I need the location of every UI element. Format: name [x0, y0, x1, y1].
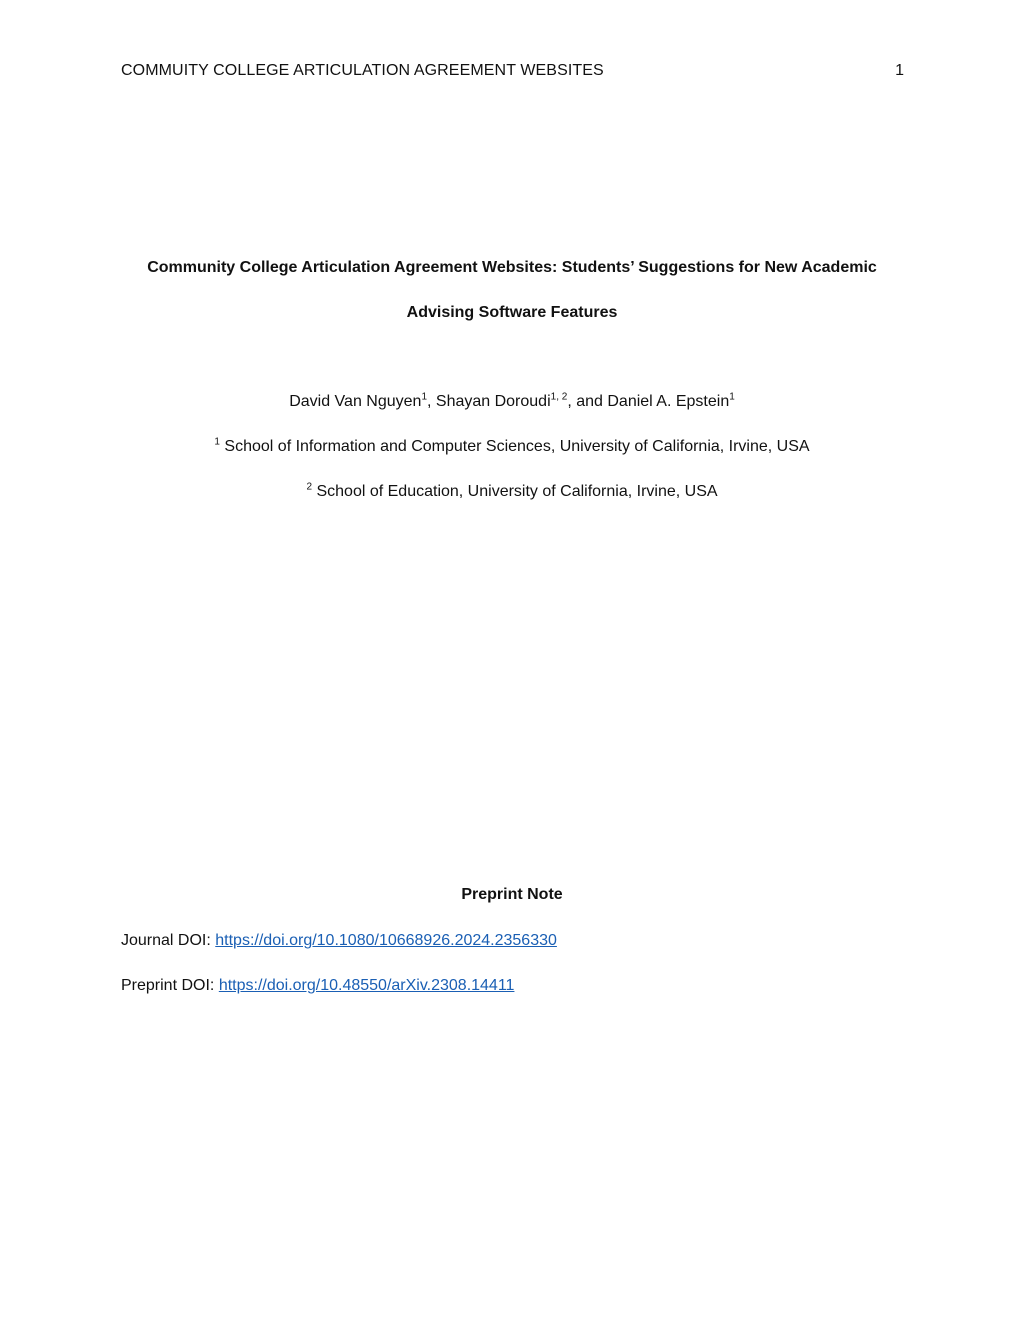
affiliation-text: School of Information and Computer Sciences, University of California, Irvine, USA — [224, 438, 810, 455]
journal-doi-label: Journal DOI: — [121, 932, 216, 949]
title-line-2: Advising Software Features — [406, 304, 618, 321]
affiliation-marker: 2 — [306, 481, 313, 493]
affiliation-marker: 1 — [214, 436, 220, 448]
preprint-doi-link[interactable]: https://doi.org/10.48550/arXiv.2308.14411 — [218, 977, 515, 994]
running-head: COMMUITY COLLEGE ARTICULATION AGREEMENT WEBSITES — [121, 62, 604, 79]
journal-doi-link[interactable]: https://doi.org/10.1080/10668926.2024.2356330 — [215, 932, 557, 949]
page-number: 1 — [895, 62, 904, 79]
affiliation-text: School of Education, University of California, Irvine, USA — [316, 483, 718, 500]
journal-doi-line — [121, 931, 557, 951]
author-separator: , and — [567, 393, 608, 410]
author-name: Shayan Doroudi — [435, 393, 551, 410]
title-line-1: Community College Articulation Agreement Websites: Students’ Suggestions for New Academic — [147, 259, 877, 276]
author-affiliation-marker: 1 — [729, 391, 735, 403]
author-separator: , — [427, 393, 436, 410]
author-list — [100, 392, 924, 412]
author-name: David Van Nguyen — [289, 393, 422, 410]
author-name: Daniel A. Epstein — [607, 393, 730, 410]
author-affiliation-marker: 1 — [421, 391, 427, 403]
affiliation-1 — [100, 437, 924, 457]
preprint-doi-line — [121, 976, 514, 996]
author-affiliation-marker: 1, 2 — [550, 391, 568, 403]
preprint-doi-label: Preprint DOI: — [121, 977, 219, 994]
affiliation-2 — [100, 482, 924, 502]
paper-title — [100, 258, 924, 323]
preprint-note-heading: Preprint Note — [461, 886, 563, 903]
